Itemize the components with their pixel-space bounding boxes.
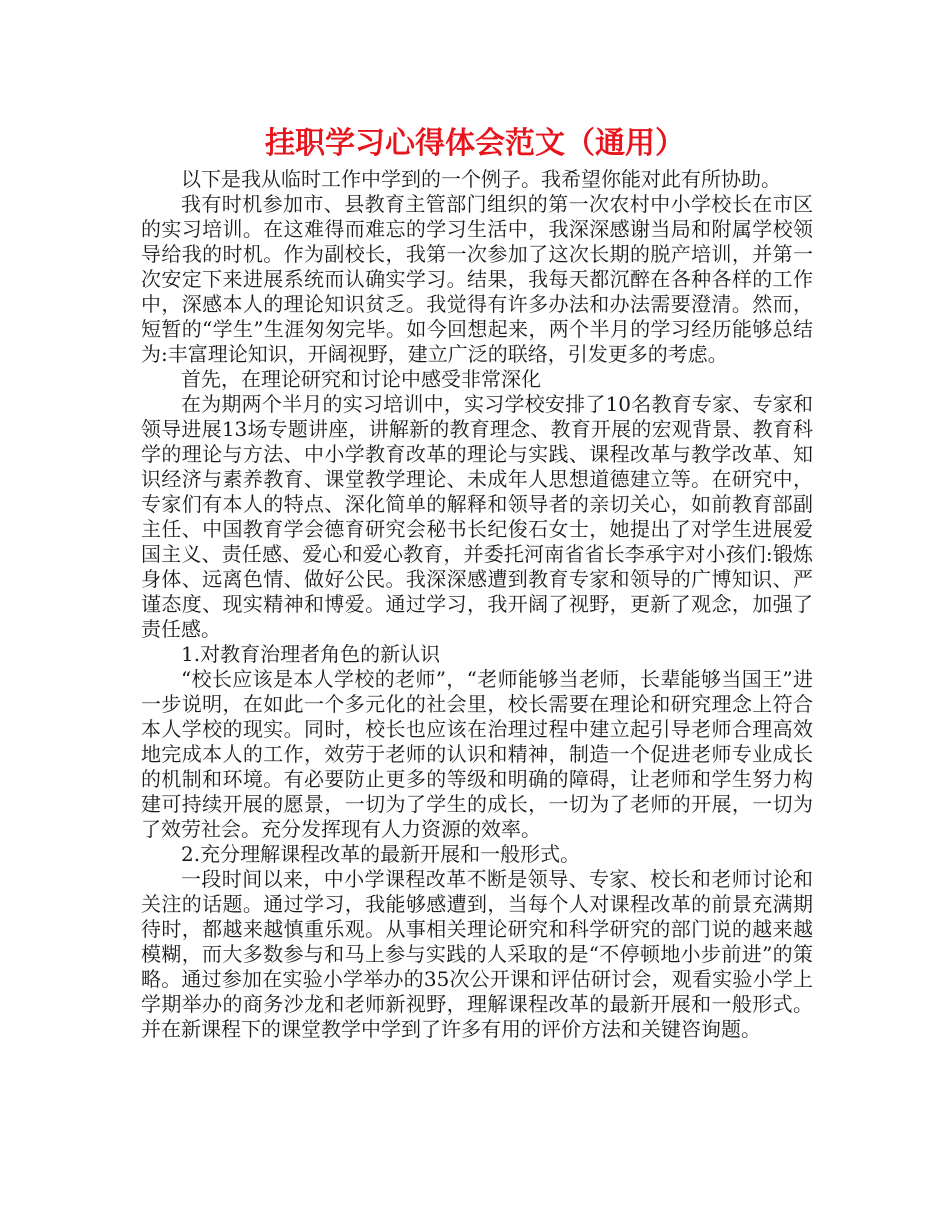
paragraph-background: 我有时机参加市、县教育主管部门组织的第一次农村中小学校长在市区的实习培训。在这难得而难忘的学习生活中，我深深感谢当局和附属学校领导给我的时机。作为副校长，我第一次参加了这次长期的脱产培训，并第一次安定下来进展系统而认确实学习。结果，我每天都沉醉在各种各样的工作中，深感本人的理论知识贫乏。我觉得有许多办法和办法需要澄清。然而，短暂的“学生”生涯匆匆完毕。如今回想起来，两个半月的学习经历能够总结为:丰富理论知识，开阔视野，建立广泛的联络，引发更多的考虑。 — [141, 192, 813, 366]
paragraph-role: “校长应该是本人学校的老师”，“老师能够当老师，长辈能够当国王”进一步说明，在如此一个多元化的社会里，校长需要在理论和研究理念上符合本人学校的现实。同时，校长也应该在治理过程中建立起引导老师合理高效地完成本人的工作，效劳于老师的认识和精神，制造一个促进老师专业成长的机制和环境。有必要防止更多的等级和明确的障碍，让老师和学生努力构建可持续开展的愿景，一切为了学生的成长，一切为了老师的开展，一切为了效劳社会。充分发挥现有人力资源的效率。 — [141, 667, 813, 841]
paragraph-training: 在为期两个半月的实习培训中，实习学校安排了10名教育专家、专家和领导进展13场专题讲座，讲解新的教育理念、教育开展的宏观背景、教育科学的理论与方法、中小学教育改革的理论与实践、课程改革与教学改革、知识经济与素养教育、课堂教学理论、未成年人思想道德建立等。在研究中，专家们有本人的特点、深化简单的解释和领导者的亲切关心，如前教育部副主任、中国教育学会德育研究会秘书长纪俊石女士，她提出了对学生进展爱国主义、责任感、爱心和爱心教育，并委托河南省省长李承宇对小孩们:锻炼身体、远离色情、做好公民。我深深感遭到教育专家和领导的广博知识、严谨态度、现实精神和博爱。通过学习，我开阔了视野，更新了观念，加强了责任感。 — [141, 392, 813, 641]
paragraph-curriculum: 一段时间以来，中小学课程改革不断是领导、专家、校长和老师讨论和关注的话题。通过学习，我能够感遭到，当每个人对课程改革的前景充满期待时，都越来越慎重乐观。从事相关理论研究和科学研究的部门说的越来越模糊，而大多数参与和马上参与实践的人采取的是“不停顿地小步前进”的策略。通过参加在实验小学举办的35次公开课和评估研讨会，观看实验小学上学期举办的商务沙龙和老师新视野，理解课程改革的最新开展和一般形式。并在新课程下的课堂教学中学到了许多有用的评价方法和关键咨询题。 — [141, 867, 813, 1041]
subheading-role: 1.对教育治理者角色的新认识 — [181, 642, 441, 666]
section-heading-theory: 首先，在理论研究和讨论中感受非常深化 — [181, 367, 541, 391]
subheading-curriculum: 2.充分理解课程改革的最新开展和一般形式。 — [181, 842, 581, 866]
document-body — [141, 167, 813, 1042]
paragraph-intro: 以下是我从临时工作中学到的一个例子。我希望你能对此有所协助。 — [181, 167, 781, 191]
document-title: 挂职学习心得体会范文（通用） — [265, 126, 685, 161]
